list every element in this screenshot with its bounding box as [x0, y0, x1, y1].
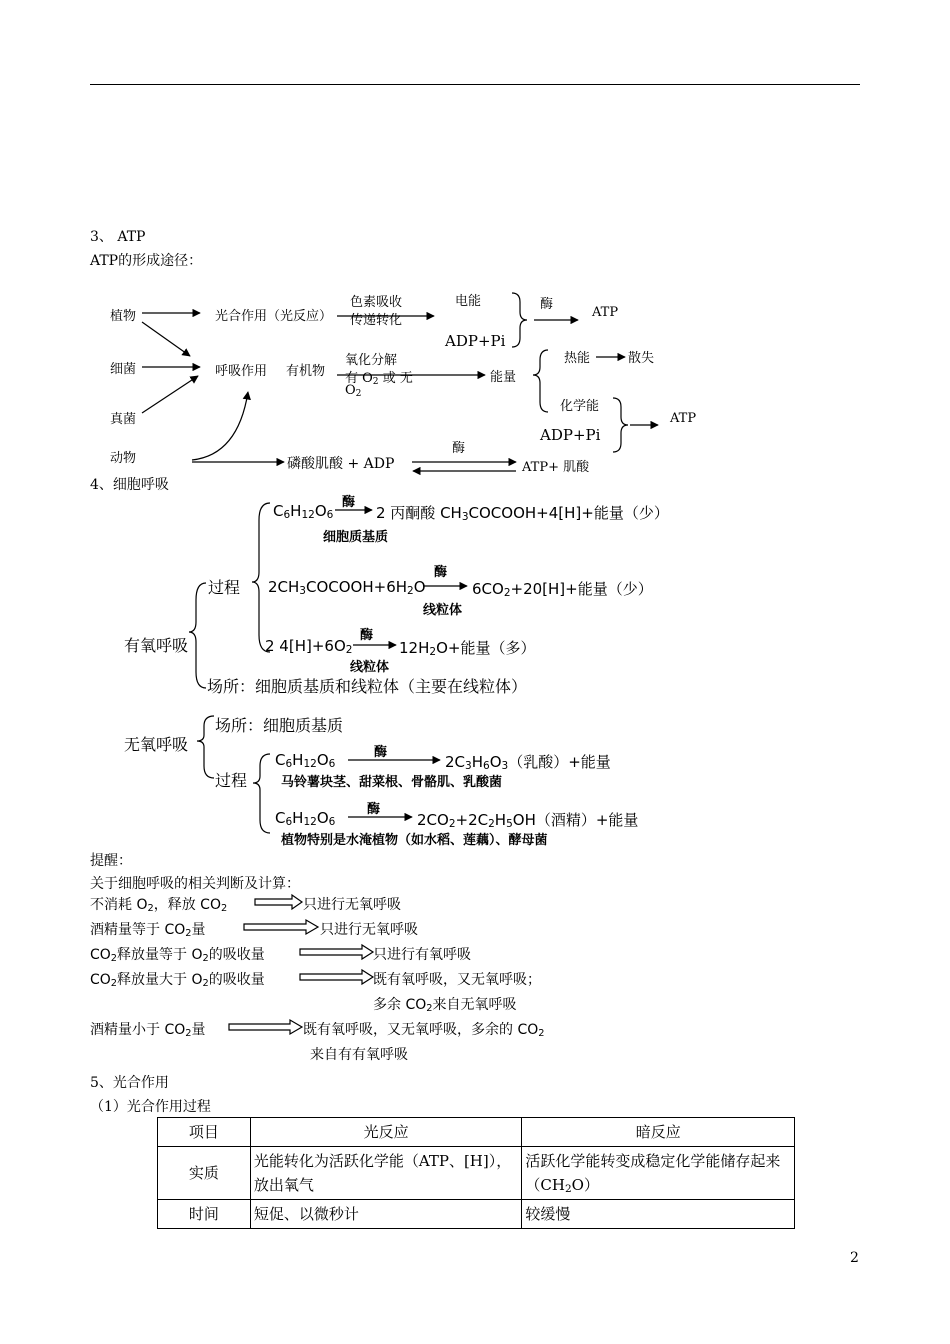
aerobic-step2-left: $2CH_3COCOOH+6H_2O$	[268, 578, 426, 597]
hollow-arrow-1	[255, 895, 302, 909]
reminder-rule-5-result-2: 来自有有氧呼吸	[310, 1047, 408, 1063]
table-cell-time: 时间	[158, 1200, 251, 1229]
reminder-rule-4-result-2: 多余 $CO_2$来自无氧呼吸	[373, 997, 517, 1014]
hollow-arrow-5	[229, 1020, 302, 1034]
label-enzyme-2: 酶	[452, 441, 466, 456]
aerobic-location: 场所：细胞质基质和线粒体（主要在线粒体）	[207, 677, 528, 696]
hollow-arrow-4	[300, 970, 373, 984]
reminder-rule-1-condition: 不消耗 $O_2$，释放 $CO_2$	[90, 897, 228, 914]
table-cell-time-dark: 较缓慢	[522, 1200, 795, 1229]
brace-anaerobic-process	[253, 754, 270, 833]
aerobic-step2-enzyme: 酶	[434, 565, 448, 580]
aerobic-step3-left: 2 $4[H]+6O_2$	[265, 637, 353, 656]
arrow-fungi-respiration	[142, 376, 198, 413]
label-respiration: 呼吸作用	[215, 364, 268, 379]
label-adp-pi-2: ADP+Pi	[540, 426, 601, 444]
reminder-rule-2-result: 只进行无氧呼吸	[320, 922, 418, 938]
label-heat: 热能	[564, 351, 591, 366]
aerobic-step1-enzyme: 酶	[342, 495, 356, 510]
label-atp-creatine: ATP+ 肌酸	[522, 460, 590, 475]
reminder-rule-4-condition: $CO_2$释放量大于 $O_2$的吸收量	[90, 972, 265, 989]
aerobic-step3-place: 线粒体	[350, 660, 390, 675]
aerobic-step2-place: 线粒体	[423, 603, 463, 618]
table-cell-essence-dark: 活跃化学能转变成稳定化学能储存起来$(CH_2O)$	[522, 1147, 795, 1200]
label-organic: 有机物	[286, 364, 326, 379]
table-cell-essence-light: 光能转化为活跃化学能（ATP、[H]），放出氧气	[250, 1147, 522, 1200]
anaerobic-step1-right: $2C_3H_6O_3$（乳酸）+能量	[445, 753, 611, 772]
section-4-heading: 4、细胞呼吸	[90, 477, 169, 493]
label-transfer: 传递转化	[350, 313, 403, 328]
page-number: 2	[850, 1250, 859, 1266]
aerobic-step3-right: $12H_2O+$能量（多）	[399, 639, 536, 658]
label-fungi: 真菌	[110, 412, 137, 427]
section-3-heading: 3、 ATP	[90, 229, 146, 245]
reminder-rule-5-result: 既有氧呼吸，又无氧呼吸，多余的 $CO_2$	[303, 1022, 545, 1039]
brace-aerobic-process	[252, 503, 270, 652]
hollow-arrow-3	[300, 945, 373, 959]
anaerobic-step2-examples: 植物特别是水淹植物（如水稻、莲藕）、酵母菌	[281, 833, 548, 848]
label-photosynthesis: 光合作用（光反应）	[215, 309, 333, 324]
label-adp-pi-1: ADP+Pi	[445, 332, 506, 350]
table-header-item: 项目	[158, 1118, 251, 1147]
reminder-rule-5-condition: 酒精量小于 $CO_2$量	[90, 1022, 206, 1039]
label-electric: 电能	[455, 294, 482, 309]
table-header-dark: 暗反应	[522, 1118, 795, 1147]
reminder-rule-1-result: 只进行无氧呼吸	[303, 897, 401, 913]
aerobic-step2-right: $6CO_2+20[H]+$能量（少）	[472, 580, 653, 599]
label-energy: 能量	[490, 370, 517, 385]
section-5-heading: 5、光合作用	[90, 1075, 169, 1091]
anaerobic-label: 无氧呼吸	[124, 735, 189, 754]
reminder-title: 提醒：	[90, 853, 132, 869]
label-phosphocreatine: 磷酸肌酸 + ADP	[287, 456, 395, 472]
anaerobic-process-label: 过程	[215, 771, 248, 790]
brace-adp-1	[512, 293, 527, 347]
aerobic-step1-left: $C_6H_{12}O_6$	[273, 502, 334, 521]
label-pigment-absorb: 色素吸收	[350, 295, 403, 310]
label-plant: 植物	[110, 309, 137, 324]
reminder-rule-3-result: 只进行有氧呼吸	[373, 947, 471, 963]
reminder-rule-4-result: 既有氧呼吸，又无氧呼吸；	[373, 972, 541, 988]
arrow-plant-respiration	[142, 322, 190, 356]
label-oxygen-condition: 有 $O_2$ 或 无	[345, 371, 413, 387]
brace-anaerobic	[197, 716, 214, 778]
label-chemical: 化学能	[560, 399, 600, 414]
aerobic-step1-place: 细胞质基质	[323, 530, 389, 545]
anaerobic-step2-right: $2CO_2+2C_2H_5OH$（酒精）+能量	[417, 811, 639, 830]
anaerobic-location: 场所：细胞质基质	[215, 716, 344, 735]
arrow-animal-respiration	[192, 392, 248, 460]
table-cell-essence: 实质	[158, 1147, 251, 1200]
label-atp-2: ATP	[670, 411, 697, 426]
section-5-sub: （1）光合作用过程	[90, 1099, 211, 1115]
label-enzyme-1: 酶	[540, 297, 554, 312]
anaerobic-step1-left: $C_6H_{12}O_6$	[275, 751, 336, 770]
label-bacteria: 细菌	[110, 362, 137, 377]
aerobic-label: 有氧呼吸	[124, 636, 189, 655]
anaerobic-step1-examples: 马铃薯块茎、甜菜根、骨骼肌、乳酸菌	[281, 775, 503, 790]
label-dissipate: 散失	[628, 351, 655, 366]
label-oxidation: 氧化分解	[345, 353, 398, 368]
reminder-rule-3-condition: $CO_2$释放量等于 $O_2$的吸收量	[90, 947, 265, 964]
section-3-subheading: ATP的形成途径：	[90, 253, 203, 269]
anaerobic-step2-left: $C_6H_{12}O_6$	[275, 809, 336, 828]
table-header-light: 光反应	[250, 1118, 522, 1147]
label-animal: 动物	[110, 451, 137, 466]
aerobic-step3-enzyme: 酶	[360, 628, 374, 643]
brace-adp-2	[613, 398, 628, 452]
hollow-arrow-2	[244, 920, 318, 934]
anaerobic-step2-enzyme: 酶	[367, 802, 381, 817]
table-cell-time-light: 短促、以微秒计	[250, 1200, 522, 1229]
label-atp-1: ATP	[592, 305, 619, 320]
reminder-rule-2-condition: 酒精量等于 $CO_2$量	[90, 922, 206, 939]
brace-energy	[533, 350, 548, 412]
aerobic-step1-right: 2 丙酮酸 $CH_3COCOOH+4[H]+$能量（少）	[376, 504, 669, 523]
brace-aerobic	[189, 583, 206, 688]
aerobic-process-label: 过程	[208, 578, 241, 597]
reminder-intro: 关于细胞呼吸的相关判断及计算：	[90, 876, 300, 892]
label-oxygen-condition-2: $O_2$	[345, 383, 362, 399]
anaerobic-step1-enzyme: 酶	[374, 745, 388, 760]
